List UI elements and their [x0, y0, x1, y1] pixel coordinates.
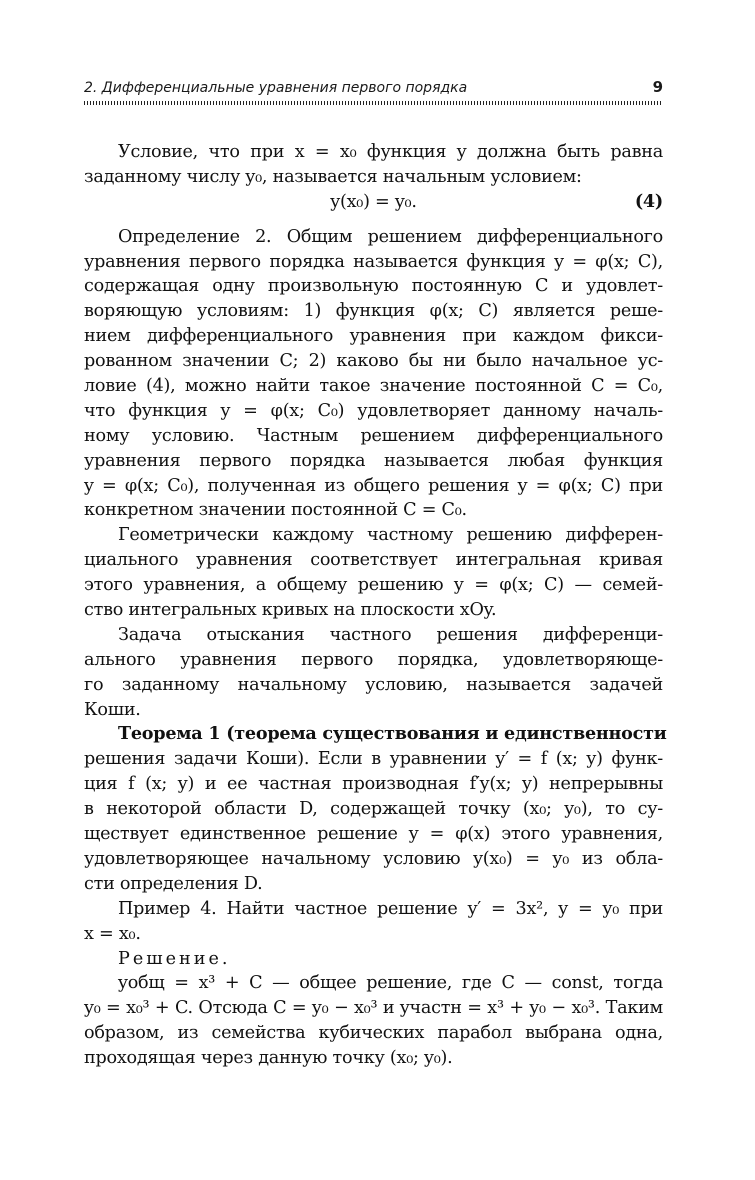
text-line: этого уравнения, а общему решению y = φ(x; C) — семей- [84, 575, 663, 596]
text-line: Определение 2. Общим решением дифференциального [118, 226, 663, 247]
text-line: что функция y = φ(x; C₀) удовлетворяет данному началь- [84, 400, 663, 421]
text-line: проходящая через данную точку (x₀; y₀). [84, 1048, 453, 1069]
text-line: ществует единственное решение y = φ(x) этого уравнения, [84, 824, 663, 845]
text-line: уравнения первого порядка называется функция y = φ(x; C), [84, 251, 663, 272]
text-line: нием дифференциального уравнения при каждом фикси- [84, 326, 663, 347]
running-header [84, 78, 663, 98]
text-line: уравнения первого порядка называется любая функция [84, 450, 663, 471]
text-line: образом, из семейства кубических парабол выбрана одна, [84, 1023, 663, 1044]
text-line: x = x₀. [84, 923, 141, 944]
text-line: содержащая одну произвольную постоянную C и удовлет- [84, 276, 663, 297]
text-line: Коши. [84, 699, 141, 720]
text-line: ция f (x; y) и ее частная производная f′y(x; y) непрерывны [84, 774, 663, 795]
text-line: го заданному начальному условию, называется задачей [84, 674, 663, 695]
text-line: удовлетворяющее начальному условию y(x₀) = y₀ из обла- [84, 848, 663, 869]
text-line: рованном значении C; 2) каково бы ни было начальное ус- [84, 351, 663, 372]
text-line: Пример 4. Найти частное решение y′ = 3x², y = y₀ при [118, 898, 663, 919]
text-line: сти определения D. [84, 873, 263, 894]
text-line: y₀ = x₀³ + C. Отсюда C = y₀ − x₀³ и yчастн = x³ + y₀ − x₀³. Таким [84, 998, 663, 1019]
text-line: воряющую условиям: 1) функция φ(x; C) является реше- [84, 301, 663, 322]
text-line: циального уравнения соответствует интегральная кривая [84, 550, 663, 571]
main-text [84, 140, 667, 1071]
text-line: ство интегральных кривых на плоскости xOy. [84, 600, 497, 621]
text-line: y = φ(x; C₀), полученная из общего решения y = φ(x; C) при [84, 475, 663, 496]
text-line: конкретном значении постоянной C = C₀. [84, 500, 467, 521]
text-line: в некоторой области D, содержащей точку (x₀; y₀), то су- [84, 799, 663, 820]
text-line: yобщ = x³ + C — общее решение, где C — const, тогда [118, 973, 663, 994]
text-line: ному условию. Частным решением дифференциального [84, 425, 663, 446]
theorem-line: Теорема 1 (теорема существования и единственности [118, 723, 667, 745]
equation-number: (4) [634, 190, 663, 212]
header-rule [84, 101, 663, 105]
text-line: Геометрически каждому частному решению дифферен- [118, 525, 663, 546]
text-line: ловие (4), можно найти такое значение постоянной C = C₀, [84, 376, 663, 397]
text-line: ального уравнения первого порядка, удовлетворяюще- [84, 649, 663, 670]
text-line: Условие, что при x = x₀ функция y должна быть равна [118, 142, 663, 162]
chapter-title: 2. Дифференциальные уравнения первого порядка [84, 80, 468, 96]
page-number: 9 [652, 78, 663, 96]
equation-4 [84, 190, 663, 215]
text-line: заданному числу y₀, называется начальным условием: [84, 166, 582, 187]
equation-text: y(x₀) = y₀. [330, 191, 417, 212]
text-line: решения задачи Коши). Если в уравнении y′ = f (x; y) функ- [84, 749, 663, 770]
solution-heading: Решение. [118, 948, 231, 969]
text-line: Задача отыскания частного решения дифференци- [118, 624, 663, 645]
